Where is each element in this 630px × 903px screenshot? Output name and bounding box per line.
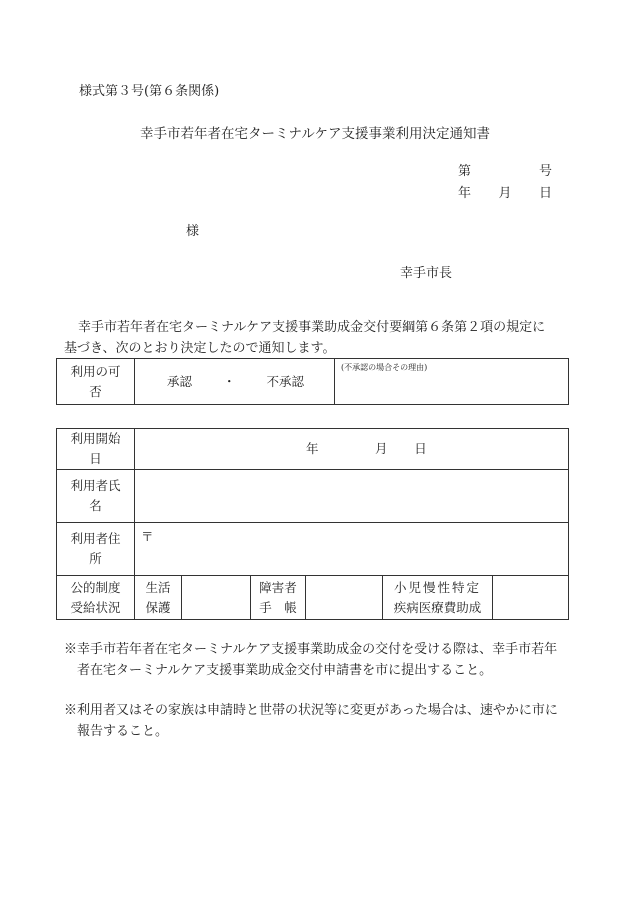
disability-label: 障害者 手 帳 — [251, 576, 306, 620]
reject-option[interactable]: 不承認 — [266, 373, 304, 389]
separator-dot: ・ — [222, 373, 236, 389]
disability-field[interactable] — [306, 576, 383, 620]
body-text — [64, 317, 574, 359]
user-address-field[interactable] — [135, 523, 569, 576]
start-date-field[interactable] — [135, 429, 569, 470]
start-month-label: 月 — [374, 441, 388, 456]
decision-choice-cell[interactable] — [135, 359, 335, 405]
start-date-label: 利用開始 日 — [57, 429, 135, 470]
issue-year-label: 年 — [458, 186, 472, 201]
note-report-changes: ※利用者又はその家族は申請時と世帯の状況等に変更があった場合は、速やかに市に 報告すること。 — [64, 703, 558, 739]
doc-number-suffix: 号 — [538, 164, 552, 179]
rejection-reason-label: (不承認の場合その理由) — [341, 363, 428, 372]
user-name-field[interactable] — [135, 470, 569, 523]
postal-mark: 〒 — [141, 529, 154, 544]
welfare-field[interactable] — [182, 576, 251, 620]
details-table — [56, 428, 569, 620]
issue-month-label: 月 — [498, 186, 512, 201]
form-number: 様式第３号(第６条関係) — [79, 84, 220, 99]
pediatric-field[interactable] — [493, 576, 569, 620]
user-address-label: 利用者住 所 — [57, 523, 135, 576]
document-title: 幸手市若年者在宅ターミナルケア支援事業利用決定通知書 — [139, 126, 491, 142]
body-line-2: 基づき、次のとおり決定したので通知します。 — [64, 341, 336, 356]
body-line-1: 幸手市若年者在宅ターミナルケア支援事業助成金交付要綱第６条第２項の規定に — [78, 320, 546, 335]
issuer: 幸手市長 — [400, 266, 453, 281]
public-benefit-label: 公的制度 受給状況 — [57, 576, 135, 620]
user-name-label: 利用者氏 名 — [57, 470, 135, 523]
approve-option[interactable]: 承認 — [167, 373, 193, 389]
rejection-reason-field[interactable] — [335, 359, 569, 405]
pediatric-label: 小児慢性特定 疾病医療費助成 — [383, 576, 493, 620]
note-submit-application: ※幸手市若年者在宅ターミナルケア支援事業助成金の交付を受ける際は、幸手市若年 者在宅ターミナルケア支援事業助成金交付申請書を市に提出すること。 — [64, 642, 558, 678]
decision-table — [56, 358, 569, 405]
start-day-label: 日 — [414, 441, 427, 456]
doc-number-prefix: 第 — [458, 164, 472, 179]
start-year-label: 年 — [305, 441, 319, 456]
issue-day-label: 日 — [538, 186, 552, 201]
issue-date-line — [458, 183, 552, 205]
decision-label: 利用の可 否 — [57, 359, 135, 405]
addressee-suffix: 様 — [186, 224, 200, 239]
welfare-label: 生活 保護 — [135, 576, 182, 620]
document-number-block — [458, 161, 552, 205]
document-number-line — [458, 161, 552, 183]
